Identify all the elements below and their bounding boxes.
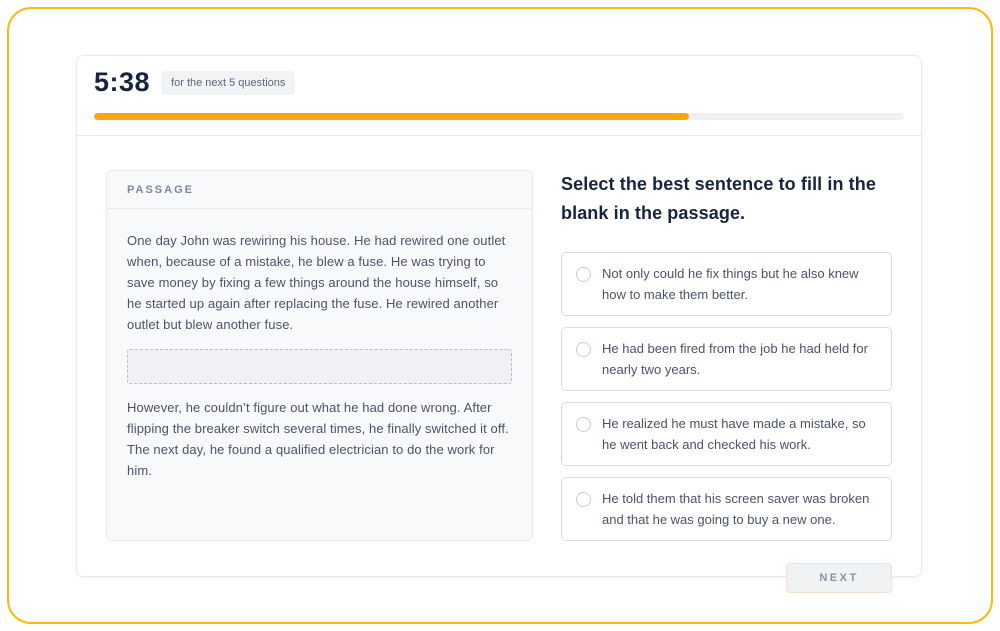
passage-panel <box>106 170 533 541</box>
timer-note-badge: for the next 5 questions <box>161 71 295 95</box>
next-button-row <box>561 563 892 593</box>
timer-row <box>94 67 904 98</box>
radio-icon[interactable] <box>576 267 591 282</box>
radio-icon[interactable] <box>576 492 591 507</box>
passage-body <box>107 209 532 502</box>
option-text: He realized he must have made a mistake, so he went back and checked his work. <box>602 416 866 452</box>
answer-option-1[interactable] <box>561 252 892 316</box>
card-header <box>77 56 921 136</box>
question-column <box>561 170 892 593</box>
progress-bar <box>94 113 904 120</box>
question-title: Select the best sentence to fill in the blank in the passage. <box>561 174 876 223</box>
passage-paragraph-2: However, he couldn’t figure out what he had done wrong. After flipping the breaker switch several times, he finally switched it off. The next day, he found a qualified electrician to do the work for him. <box>127 400 509 478</box>
next-button[interactable]: NEXT <box>786 563 892 593</box>
answer-option-2[interactable] <box>561 327 892 391</box>
radio-icon[interactable] <box>576 342 591 357</box>
passage-label: PASSAGE <box>107 171 532 209</box>
option-text: He had been fired from the job he had held for nearly two years. <box>602 341 868 377</box>
progress-fill <box>94 113 689 120</box>
timer: 5:38 <box>94 67 151 97</box>
option-text: He told them that his screen saver was broken and that he was going to buy a new one. <box>602 491 870 527</box>
answer-option-3[interactable] <box>561 402 892 466</box>
content-area <box>77 136 921 593</box>
radio-icon[interactable] <box>576 417 591 432</box>
passage-paragraph-1: One day John was rewiring his house. He had rewired one outlet when, because of a mistake, he blew a fuse. He was trying to save money by fixing a few things around the house himself, so he started up again after replacing the fuse. He rewired another outlet but blew another fuse. <box>127 233 506 332</box>
question-card <box>76 55 922 584</box>
option-text: Not only could he fix things but he also knew how to make them better. <box>602 266 859 302</box>
passage-blank-dropzone[interactable] <box>127 349 512 384</box>
answer-option-4[interactable] <box>561 477 892 541</box>
